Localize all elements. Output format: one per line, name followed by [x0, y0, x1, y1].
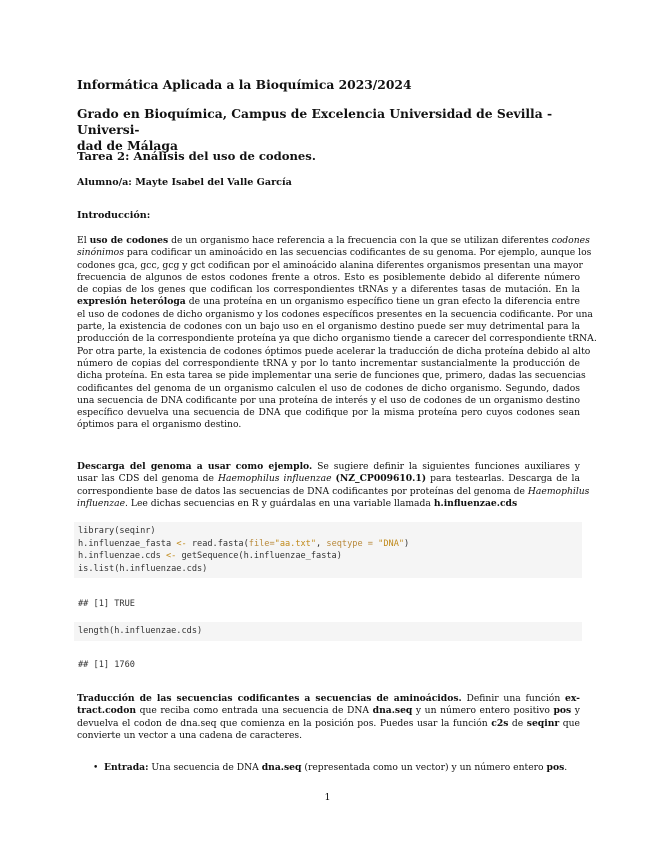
- text-line: número de copias del correspondiente tRNA y por lo tanto incrementar sustancialmente la producción de: [77, 357, 580, 369]
- text-line: expresión heteróloga de una proteína en un organismo específico tiene un gran efecto la diferencia entre: [77, 296, 580, 308]
- code-output-count: ## [1] 1760: [78, 660, 135, 670]
- code-line: h.influenzae_fasta <- read.fasta(file="aa.txt", seqtype = "DNA"): [78, 538, 410, 549]
- text-line: correspondiente base de datos las secuencias de DNA codificantes por proteínas del genoma de Haemophilus: [77, 485, 590, 497]
- course-title: Informática Aplicada a la Bioquímica 2023/2024: [77, 77, 412, 92]
- text-line: codones gca, gcc, gcg y gct codifican por el aminoácido alanina diferentes organismos presentan una mayor: [77, 259, 583, 271]
- code-line: h.influenzae.cds <- getSequence(h.influenzae_fasta): [78, 551, 342, 562]
- code-block-length: length(h.influenzae.cds): [74, 622, 582, 641]
- text-line: de copias de los genes que codifican los correspondientes tRNAs y a diferentes tasas de mutación. En la: [77, 284, 580, 296]
- text-line: codificantes del genoma de un organismo calculen el uso de codones de dicho organismo. Segundo, dados: [77, 382, 580, 394]
- text-line: el uso de codones de dicho organismo y los codones específicos presentes en la secuencia codificante. Por una: [77, 308, 593, 320]
- text-line: sinónimos para codificar un aminoácido en las secuencias codificantes de su genoma. Por ejemplo, aunque los: [77, 247, 592, 259]
- input-bullet-item: Entrada: Una secuencia de DNA dna.seq (representada como un vector) y un número entero pos.: [104, 762, 568, 773]
- bullet-dot: •: [93, 763, 99, 773]
- student-name: Alumno/a: Mayte Isabel del Valle García: [77, 177, 292, 188]
- text-line: producción de la correspondiente proteína ya que dicho organismo tiende a carecer del correspondiente tRNA.: [77, 333, 597, 345]
- text-line: específico devuelva una secuencia de DNA que codifique por la misma proteína pero cuyos codones sean: [77, 407, 580, 419]
- text-line: Descarga del genoma a usar como ejemplo. Se sugiere definir la siguientes funciones auxiliares y: [77, 461, 580, 472]
- text-line: Traducción de las secuencias codificantes a secuencias de aminoácidos. Definir una función ex-: [77, 693, 580, 704]
- text-line: influenzae. Lee dichas secuencias en R y guárdalas en una variable llamada h.influenzae.cds: [77, 497, 518, 509]
- text-line: una secuencia de DNA codificante por una proteína de interés y el uso de codones de un organismo destino: [77, 394, 580, 406]
- translation-paragraph: [77, 693, 580, 742]
- intro-heading: Introducción:: [77, 210, 151, 221]
- text-line: óptimos para el organismo destino.: [77, 419, 242, 431]
- text-line: El uso de codones de un organismo hace referencia a la frecuencia con la que se utilizan diferentes codones: [77, 235, 590, 246]
- degree-title-line-1: Grado en Bioquímica, Campus de Excelencia Universidad de Sevilla - Universi-: [77, 106, 553, 137]
- download-paragraph: [77, 461, 590, 510]
- task-title: Tarea 2: Análisis del uso de codones.: [77, 149, 316, 163]
- code-line: library(seqinr): [78, 526, 156, 536]
- code-block-load-genome: [74, 522, 582, 578]
- text-line: usar las CDS del genoma de Haemophilus influenzae (NZ_CP009610.1) para testearlas. Descarga de la: [77, 473, 580, 485]
- text-line: devuelva el codon de dna.seq que comienza en la posición pos. Puedes usar la función c2s de seqinr que: [77, 717, 580, 729]
- text-line: tract.codon que reciba como entrada una secuencia de DNA dna.seq y un número entero positivo pos y: [77, 705, 580, 717]
- text-line: convierte un vector a una cadena de caracteres.: [77, 729, 303, 741]
- intro-paragraph: [77, 235, 597, 432]
- text-line: parte, la existencia de codones con un bajo uso en el organismo destino puede ser muy detrimental para la: [77, 321, 580, 333]
- text-line: frecuencia de algunos de estos codones frente a otros. Esto es posiblemente debido al diferente número: [77, 271, 580, 283]
- text-line: Por otra parte, la existencia de codones óptimos puede acelerar la traducción de dicha proteína debido al alto: [77, 345, 591, 357]
- code-line: is.list(h.influenzae.cds): [78, 563, 208, 574]
- code-output-true: ## [1] TRUE: [78, 599, 135, 609]
- page-number: 1: [324, 792, 331, 803]
- degree-title-line-2: dad de Málaga: [77, 138, 178, 153]
- degree-title: [77, 106, 580, 154]
- text-line: dicha proteína. En esta tarea se pide implementar una serie de funciones que, primero, dadas las secuencias: [77, 370, 586, 382]
